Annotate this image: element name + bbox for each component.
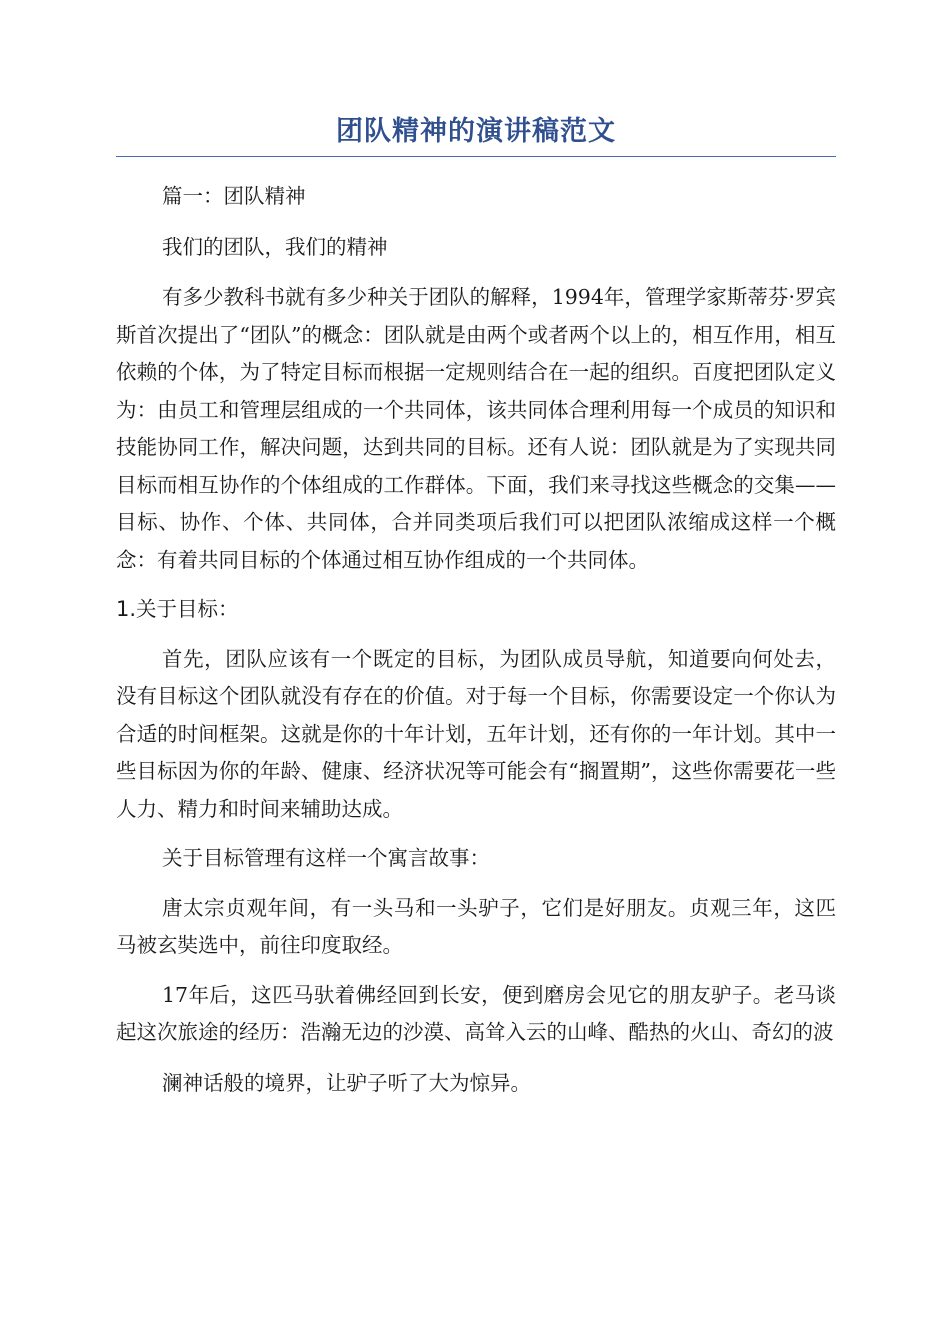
paragraph-fable-return: 17年后，这匹马驮着佛经回到长安，便到磨房会见它的朋友驴子。老马谈起这次旅途的经历：浩瀚无边的沙漠、高耸入云的山峰、酷热的火山、奇幻的波	[116, 982, 836, 1044]
paragraph-fable-end: 澜神话般的境界，让驴子听了大为惊异。	[162, 1070, 531, 1095]
section-heading-goals	[116, 591, 836, 629]
heading-text: 关于目标：	[136, 597, 239, 621]
paragraph-fable-start: 唐太宗贞观年间，有一头马和一头驴子，它们是好朋友。贞观三年，这匹马被玄奘选中，前往印度取经。	[116, 895, 836, 957]
document-page	[116, 112, 836, 1102]
document-title: 团队精神的演讲稿范文	[116, 112, 836, 157]
subtitle: 我们的团队，我们的精神	[162, 234, 388, 259]
section-label: 篇一：团队精神	[162, 184, 306, 208]
paragraph-goals: 首先，团队应该有一个既定的目标，为团队成员导航，知道要向何处去，没有目标这个团队就没有存在的价值。对于每一个目标，你需要设定一个你认为合适的时间框架。这就是你的十年计划，五年计划，还有你的一年计划。其中一些目标因为你的年龄、健康、经济状况等可能会有“搁置期”，这些你需要花一些人力、精力和时间来辅助达成。	[116, 646, 836, 821]
paragraph-fable-intro: 关于目标管理有这样一个寓言故事：	[162, 846, 490, 870]
paragraph-team-definition: 有多少教科书就有多少种关于团队的解释，1994年，管理学家斯蒂芬·罗宾斯首次提出了“团队”的概念：团队就是由两个或者两个以上的，相互作用，相互依赖的个体，为了特定目标而根据一定规则结合在一起的组织。百度把团队定义为：由员工和管理层组成的一个共同体，该共同体合理利用每一个成员的知识和技能协同工作，解决问题，达到共同的目标。还有人说：团队就是为了实现共同目标而相互协作的个体组成的工作群体。下面，我们来寻找这些概念的交集——目标、协作、个体、共同体，合并同类项后我们可以把团队浓缩成这样一个概念：有着共同目标的个体通过相互协作组成的一个共同体。	[116, 285, 836, 572]
heading-number: 1.	[116, 597, 137, 621]
